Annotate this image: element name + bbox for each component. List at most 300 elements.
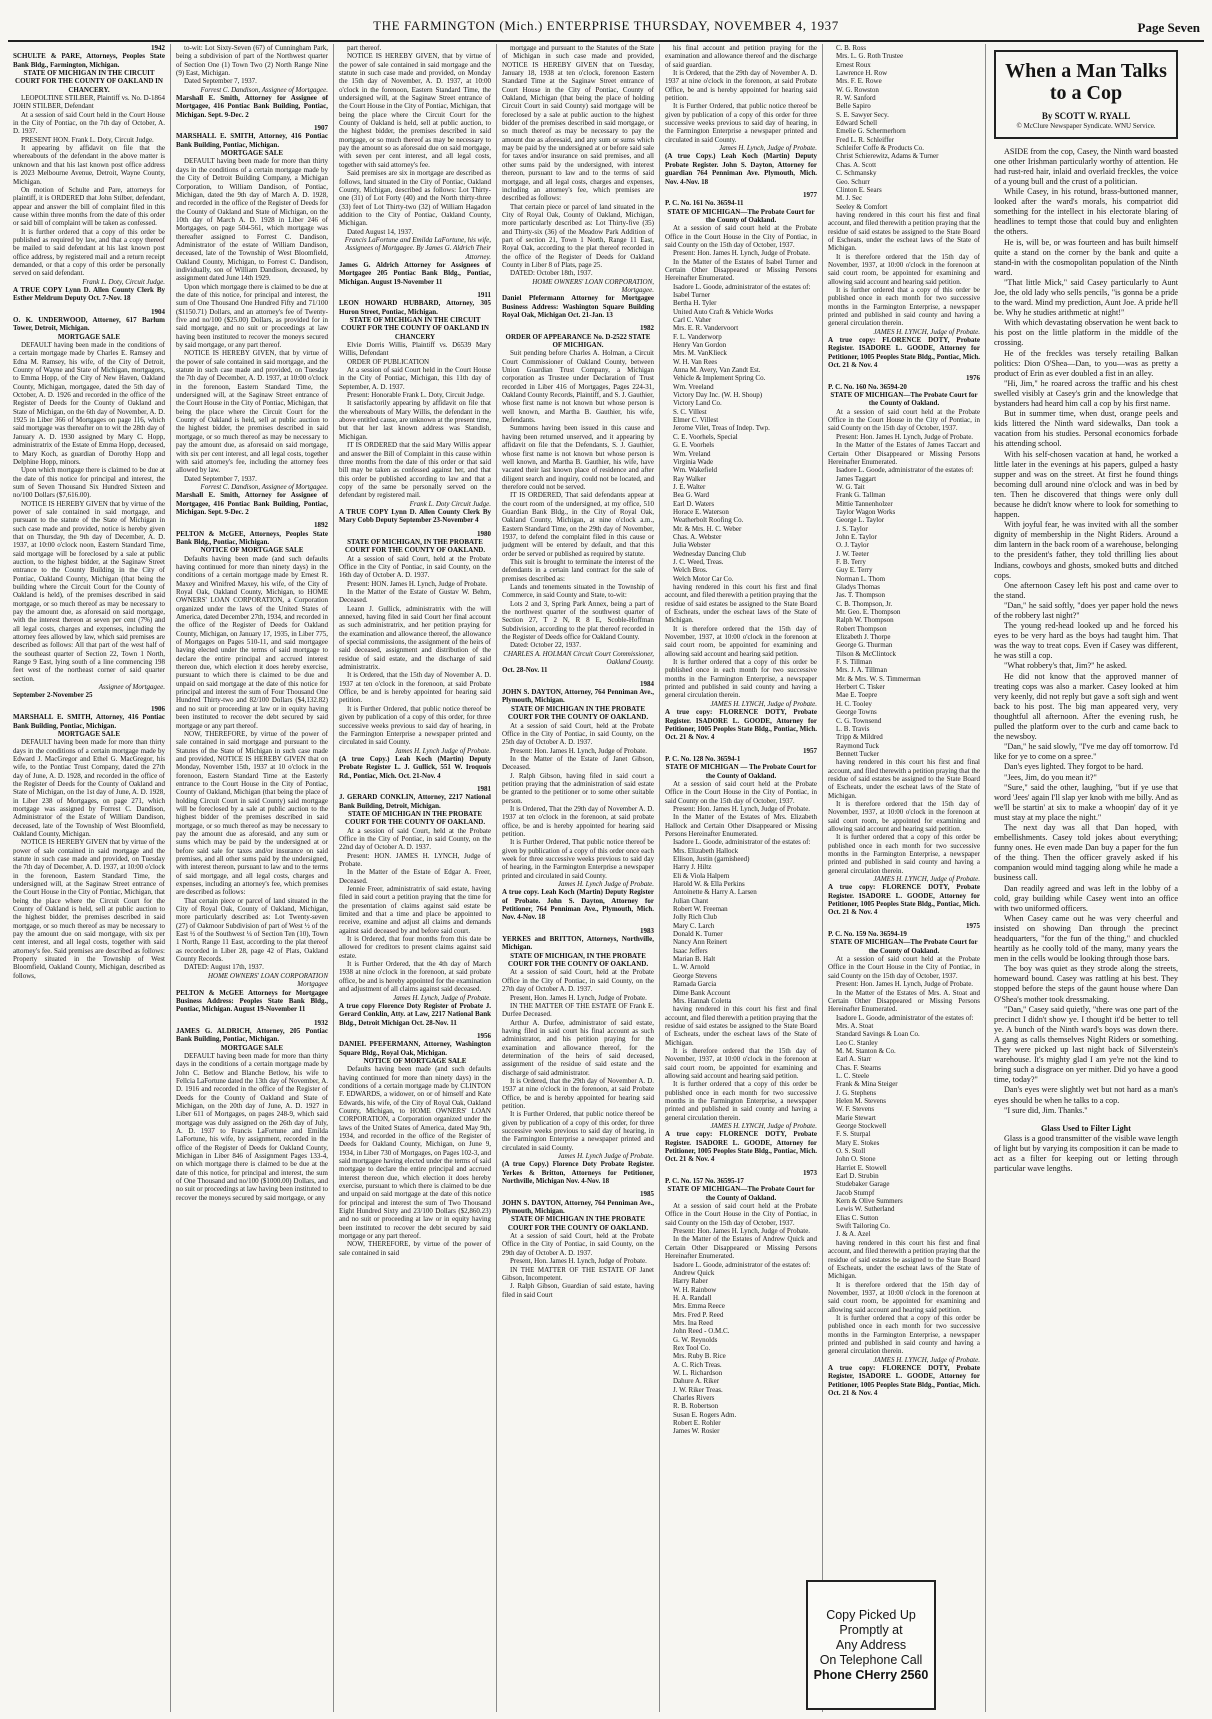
notice-body xyxy=(502,968,654,1152)
notice-paragraph: George G. Thurman xyxy=(836,641,893,650)
notice-paragraph: It is Ordered, that four months from this date be allowed for creditors to present claims against said estate. xyxy=(339,935,491,960)
feature-column xyxy=(986,44,1186,1712)
notice-paragraph: Gladys Thomas xyxy=(836,583,881,591)
notice-heading: STATE OF MICHIGAN—The Probate Court for the County of Oakland. xyxy=(667,207,815,224)
notice-paragraph: Mrs. Ina Reed xyxy=(673,1318,713,1327)
notice-paragraph: At a session of said Court, held at the Probate Office in the City of Pontiac, in said County, on the 16th day of October A. D. 1937. xyxy=(339,554,491,580)
notice-paragraph: IN THE MATTER OF THE ESTATE OF Frank E. Durfee Deceased. xyxy=(502,1001,654,1019)
legal-notice xyxy=(13,705,165,980)
notice-body xyxy=(828,955,980,1356)
ad-line: Phone CHerry 2560 xyxy=(813,1667,929,1682)
notice-paragraph: Defaults having been made (and such defaults having continued for more than ninety days) in the conditions of a certain mortgage made by Ernest R. Maxey and Winifred Maxey, his wife, of the City of Royal Oak, Oakland County, Michigan, to HOME OWNERS' LOAN CORPORATION, a Corporation organized under the laws of the United States of America, dated December 27th, 1934, and recorded in the office of the Register of Deeds for Oakland County, Michigan, on January 17, 1935, in Liber 775, of Mortgages on Pages 510-11, and said mortgagee having elected under the terms of said mortgage to declare the entire principal and accrued interest thereon due, which election it does hereby exercise, pursuant to which there is claimed to be due and unpaid on said mortgage at the date of this notice for principal and interest the sum of Four Thousand One Hundred Thirty-two and 82/100 Dollars ($4,132.82) and no suit or proceeding at law or in equity having been instituted to recover the debt secured by said mortgage or any part thereof. xyxy=(176,554,328,730)
notice-heading: MORTGAGE SALE xyxy=(220,1043,284,1052)
notice-paragraph: John E. Taylor xyxy=(836,532,877,541)
legal-notice xyxy=(176,521,328,1013)
notice-paragraph: At a session of said court held at the Probate Office in the Court House in the City of Pontiac, in said County on the 15th day of October, 1937. xyxy=(828,407,980,433)
story-paragraph: He is, will be, or was fourteen and has built himself quite a stand on the corner by the bank and quite a stand-in with the cosmopolitan population of the Ninth ward. xyxy=(994,237,1178,277)
notice-paragraph: Mr. & Mrs. H. C. Weber xyxy=(673,524,742,533)
story-paragraph: "That little Mick," said Casey particularly to Aunt Joe, the old lady who sells pencils, "is gonna be a pride to the ward. Mind my prediction, Aunt Joe. A pride he'll be. Why he studies arithmetic at night!" xyxy=(994,277,1178,318)
notice-paragraph: Earl D. Strubin xyxy=(836,1172,879,1181)
story-paragraph: "Hi, Jim," he roared across the traffic and his chest swelled visibly at Casey's grin and the knowledge that bystanders had heard him call a cop by his first name. xyxy=(994,378,1178,409)
notice-dates: PELTON & McGEE Attorneys for Mortgagee Business Address: Peoples State Bank Bldg., Pontiac, Michigan. August 19-November 11 xyxy=(176,988,328,1014)
notice-signature: JAMES H. LYNCH, Judge of Probate. xyxy=(710,1122,817,1130)
notice-paragraph: Frank & Mina Steiger xyxy=(836,1080,898,1089)
notice-paragraph: Summons having been issued in this cause and having been returned unserved, and it appearing by affidavit on file that the Defendants, S. J. Gauthier, whose first name is not known but whose person is well known, and Martha B. Gauthier, his wife, have vacated their last known place of residence and after diligent search and inquiry, could not be located, and therefore could not be served. xyxy=(502,424,654,491)
story-paragraph: With which devastating observation he went back to his post on the little platform in the middle of the crossing. xyxy=(994,318,1178,348)
story-paragraph: Dan readily agreed and was left in the lobby of a cold, gray building while Casey went into an office with two uniformed officers. xyxy=(994,883,1178,913)
notice-dates: September 2-November 25 xyxy=(13,691,93,700)
notice-paragraph: Wm. Vreland xyxy=(673,449,711,458)
story-paragraph: While Casey, in his rotund, brass-buttoned manner, looked after the ward's morals, his compatriot did something for the intellect in his electorate blaring of headlines to tempt those that could buy and enlighten the others. xyxy=(994,187,1178,237)
legal-notice xyxy=(176,1019,328,1203)
notice-paragraph: Ray Walker xyxy=(673,474,706,483)
notice-attorney: P. C. No. 160 No. 36594-20 xyxy=(828,382,907,391)
notice-paragraph: Present, Hon. James H. Lynch, Judge of Probate. xyxy=(510,993,647,1002)
notice-paragraph: At a session of said court held at the Probate Office in the Court House in the City of Pontiac, in said County on the 15th day of October, 1937. xyxy=(665,224,817,249)
notice-attorney: JAMES G. ALDRICH, Attorney, 205 Pontiac Bank Building, Pontiac, Michigan. xyxy=(176,1026,328,1044)
notice-paragraph: Raymond Tuck xyxy=(836,741,879,750)
legal-notice xyxy=(13,44,165,303)
notice-paragraph: Andrew Quick xyxy=(673,1268,715,1277)
notice-heading: STATE OF MICHIGAN, IN THE PROBATE COURT FOR THE COUNTY OF OAKLAND. xyxy=(344,537,486,555)
notice-paragraph: Leo C. Stanley xyxy=(836,1038,878,1047)
notice-dates: A true copy Florence Doty Register of Probate J. Gerard Conklin, Atty. at Law, 2217 National Bank Bldg., Detroit Michigan Oct. 28-Nov. 11 xyxy=(339,1001,491,1027)
notice-paragraph: Isadore L. Goode, administrator of the estates of: xyxy=(673,838,811,847)
notice-paragraph: Elmer C. Villest xyxy=(673,416,719,425)
notice-paragraph: In the Matter of the Estates of Isabel Turner and Certain Other Disappeared or Missing Persons Hereinafter Enumerated. xyxy=(665,257,817,283)
notice-paragraph: Jas. T. Thompson xyxy=(836,591,886,600)
notice-paragraph: Taylor Wagon Works xyxy=(836,507,896,516)
ad-line: Any Address xyxy=(835,1637,907,1652)
notice-dates: A true copy: FLORENCE DOTY, Probate Register. ISADORE L. GOODE, Attorney for Petitioner, 1005 Peoples State Bldg., Pontiac, Mich. Oct. 21 & Nov. 4 xyxy=(828,883,980,917)
notice-attorney: P. C. No. 157 No. 36595-17 xyxy=(665,1177,744,1186)
notice-paragraph: It is therefore ordered that the 15th day of November, 1937, at 10:00 o'clock in the forenoon at said court room, be appointed for examining and allowing said account and hearing said petition. xyxy=(828,799,980,833)
notice-paragraph: Tilson & McClintock xyxy=(836,649,897,658)
notice-paragraph: Mrs. M. VanKlieck xyxy=(673,349,727,358)
notice-signature: James H. Lynch Judge of Probate. xyxy=(557,1152,654,1161)
notice-dates: Oct. 28-Nov. 11 xyxy=(502,666,548,675)
notice-paragraph: It is Ordered, that the 29th day of November A. D. 1937 at nine o'clock in the forenoon, at said Probate Office, be and is hereby appointed for hearing said petition. xyxy=(665,69,817,103)
notice-paragraph: Present: Hon. James H. Lynch, Judge of Probate. xyxy=(673,804,811,813)
story-paragraph: "What robbery's that, Jim?" he asked. xyxy=(1004,661,1127,671)
notice-signature: Frank L. Doty, Circuit Judge. xyxy=(82,277,165,286)
notice-paragraph: Said premises are six in mortgage are described as follows, land situated in the City of Pontiac, Oakland County, Michigan, described as follows: Lot Thirty-one (31) of Lot Forty (40) and the North thirty-three (33) feet of Lot Thirty-two (32) of William Hagadon addition to the City of Pontiac, Oakland County, Michigan. xyxy=(339,169,491,228)
story-paragraph: But in summer time, when dust, orange peels and kids littered the Ninth ward sidewalks, Dan took a vacation from his studies. Personal economics forbade his attending school. xyxy=(994,409,1178,449)
notice-paragraph: Victory Land Co. xyxy=(673,399,722,408)
notice-paragraph: Present: Honorable Frank L. Doty, Circuit Judge. xyxy=(347,391,485,400)
notice-paragraph: W. G. Tait xyxy=(836,482,865,491)
notice-paragraph: Carl C. Vaher xyxy=(673,316,712,324)
notice-paragraph: Studebaker Garage xyxy=(836,1180,890,1189)
notice-paragraph: At a session of said Court held in the Court House in the City of Pontiac, Michigan, this 11th day of September, A. D. 1937. xyxy=(339,366,491,391)
notice-paragraph: It is Further Ordered, that the 4th day of March 1938 at nine o'clock in the forenoon, at said probate office, be and is hereby appointed for the examination and adjustment of all claims against said deceased. xyxy=(339,960,491,994)
column-2 xyxy=(171,44,334,1712)
notice-paragraph: J. E. Walter xyxy=(673,482,706,491)
notice-paragraph: Guy E. Terry xyxy=(836,566,873,575)
notice-body xyxy=(339,341,491,500)
notice-paragraph: George L. Taylor xyxy=(836,516,885,525)
legal-notice xyxy=(339,530,491,780)
notice-paragraph: Lawrence H. Row xyxy=(836,69,888,78)
notice-paragraph: Mrs. Ruby B. Rice xyxy=(673,1352,726,1361)
notice-paragraph: W. L. Richardson xyxy=(673,1368,723,1377)
notice-number: 1932 xyxy=(314,1018,328,1027)
notice-paragraph: Ellison, Justin (garnisheed) xyxy=(673,855,750,863)
notice-paragraph: Fred L. R. Schleiffer xyxy=(836,135,894,144)
notice-paragraph: C. B. Thompson, Jr. xyxy=(836,599,893,608)
notice-paragraph: It is Further Ordered, that public notice thereof be given by publication of a copy of this order, for three successive weeks previous to said day of hearing, in the Farmington Enterprise a newspaper printed and circulated in said County. xyxy=(339,704,491,747)
legal-notice xyxy=(13,308,165,700)
notice-paragraph: Welch Bros. xyxy=(673,566,708,575)
notice-paragraph: W. H. Van Rees xyxy=(673,357,718,366)
notice-paragraph: It is Ordered, that the 29th day of November A. D. 1937 at nine o'clock in the forenoon, at said Probate Office, be and is hereby appointed for hearing said petition. xyxy=(502,1076,654,1110)
notice-paragraph: Tripp & Mildred xyxy=(836,733,883,742)
notice-heading: MORTGAGE SALE xyxy=(220,149,284,158)
notice-paragraph: This suit is brought to terminate the interest of the defendants in a certain land contract for the sale of premises described as: xyxy=(502,557,654,583)
story-paragraph: When Casey came out he was very cheerful and insisted on showing Dan through the precinct headquarters, "for the fun of the thing," and chuckled heartily as he coolly told of the many, many years the men in the cells would be looking through those bars. xyxy=(994,913,1178,964)
notice-paragraph: John O. Stone xyxy=(836,1155,876,1164)
legal-notice xyxy=(339,785,491,1027)
footnote-text: Glass is a good transmitter of the visible wave length of light but by varying its composition it can be made to act as a filter for keeping out or letting through particular wave lengths. xyxy=(994,1133,1178,1174)
notice-paragraph: Present: HON. JAMES H. LYNCH, Judge of Probate. xyxy=(339,851,491,868)
notice-paragraph: Mr. & Mrs. W. S. Timmerman xyxy=(836,674,921,683)
legal-notice xyxy=(665,191,817,742)
notice-paragraph: Ernest Roux xyxy=(836,60,871,69)
notice-paragraph: NOTICE IS HEREBY GIVEN that by virtue of the power of sale contained in said mortgage and the statute in such case made and provided, on Tuesday the 7th day of December, A. D. 1937, at 10:00 o'clock in the forenoon, Eastern Standard Time, the undersigned will, at the Saginaw Street entrance of the Court House in the City of Pontiac, Michigan, that being the place where the Circuit Court for the County of Oakland is held, sell at public auction to the highest bidder, the premises described in said mortgage, or so much thereof as may be necessary to pay the amount due on said mortgage, with six per cent interest, and all legal costs, together with said attorney's fee. Said premises are described as follows: Property situated in the Township of West Bloomfield, Oakland County, Michigan, described as follows, xyxy=(13,838,165,980)
notice-dates: James G. Aldrich Attorney for Assignees of Mortgagee 205 Pontiac Bank Bldg., Pontiac, Michigan. August 19-November 11 xyxy=(339,260,491,286)
notice-paragraph: Lands and tenements situated in the Township of Commerce, in said County and State, to-wit: xyxy=(502,583,654,600)
notice-paragraph: Henry Van Gordon xyxy=(673,341,727,350)
notice-paragraph: DATED: August 17th, 1937. xyxy=(184,963,264,972)
story-byline: By SCOTT W. RYALL xyxy=(1041,111,1131,121)
notice-paragraph: NOTICE IS HEREBY GIVEN, that by virtue of the power of sale contained in said mortgage and the statute in such case made and provided, on Monday the 15th day of November, A. D. 1937, at 10:00 o'clock in the forenoon, Eastern Standard Time, the undersigned will, at the Saginaw Street entrance of the Court House in the City of Pontiac, Michigan, that being the place where the Circuit Court for the County of Oakland is held, sell at public auction, to the highest bidder, the premises described in said mortgage, or so much thereof as may be necessary to pay the amount so as aforesaid due on said mortgage, with seven per cent interest, and all legal costs, together with said attorney's fee. xyxy=(339,52,491,169)
notice-paragraph: Chas. A. Scott xyxy=(836,160,877,169)
story-footnote xyxy=(994,1124,1178,1174)
legal-notice xyxy=(502,680,654,922)
notice-paragraph: Present, Hon. James H. Lynch, Judge of Probate. xyxy=(510,1257,647,1266)
legal-notice xyxy=(339,44,491,286)
notice-attorney: SCHULTE & PARE, Attorneys, Peoples State Bank Bldg., Farmington, Michigan. xyxy=(13,52,165,69)
story-paragraph: ASIDE from the cop, Casey, the Ninth ward boasted one other Irishman particularly worthy of attention. He had rust-red hair, inlaid and overlaid freckles, the voice of a young bull and the crust of a politician. xyxy=(994,146,1178,186)
footnote-title: Glass Used to Filter Light xyxy=(1041,1123,1131,1133)
notice-paragraph: It is further ordered that a copy of this order be published once in each month for two successive months in the Farmington Enterprise, a newspaper printed and published in said county and having a general circulation therein. xyxy=(828,1313,980,1356)
notice-paragraph: A. C. Rich Treas. xyxy=(673,1360,722,1369)
notice-paragraph: Welch Motor Car Co. xyxy=(673,574,734,583)
notice-heading: MORTGAGE SALE xyxy=(57,332,121,341)
notice-paragraph: Kern & Olive Summers xyxy=(836,1197,903,1206)
notice-paragraph: IN THE MATTER OF THE ESTATE OF Janet Gibson, Incompetent. xyxy=(502,1265,654,1282)
notice-paragraph: At a session of said court held at the Probate Office in the Court House in the City of Pontiac, in said County on the 15th day of October, 1937. xyxy=(665,779,817,805)
notice-paragraph: NOTICE IS HEREBY GIVEN, that by virtue of the power of sale contained in said mortgage, and the statute in such case made and provided, on Tuesday the 7th day of December, A. D. 1937, at 10:00 o'clock in the forenoon, Eastern Standard Time, the undersigned will, at the Saginaw Street entrance of the Court House in the City of Pontiac, Michigan, that being the place where the Circuit Court for the County of Oakland is held, sell at public auction to the highest bidder, the premises described in said mortgage, or so much thereof as may be necessary to pay the amount due, as aforesaid on said mortgage, with six per cent interest, and all legal costs, together with said attorney's fee, including the attorney fees allowed by law. xyxy=(176,349,328,475)
notice-paragraph: LEOPOLTINE STILBER, Plaintiff vs. No. D-1864 JOHN STILBER, Defendant xyxy=(13,94,165,111)
legal-notice xyxy=(502,324,654,674)
notice-heading: NOTICE OF MORTGAGE SALE xyxy=(363,1056,467,1065)
notice-attorney: P. C. No. 161 No. 36594-11 xyxy=(665,199,744,208)
notice-attorney: J. GERARD CONKLIN, Attorney, 2217 National Bank Building, Detroit, Michigan. xyxy=(339,793,491,810)
notice-paragraph: Arthur A. Durfee, administrator of said estate, having filed in said court his final account as such administrator, and his petition praying for the examination and allowance thereof, for the determination of the heirs of said deceased, assignment of the residue of said estate and the discharge of said administrator. xyxy=(502,1018,654,1077)
notice-paragraph: having rendered in this court his first and final account, and filed therewith a petition praying that the residue of said estates be assigned to the State Board of Escheats, under the escheat laws of the State of Michigan. xyxy=(828,758,980,800)
notice-paragraph: Present: Hon. James H. Lynch, Judge of Probate. xyxy=(673,249,811,258)
notice-paragraph: L. W. Arnold xyxy=(673,963,710,972)
notice-paragraph: Rex Tool Co. xyxy=(673,1343,711,1352)
notice-paragraph: Mrs. E. R. Vandervoort xyxy=(673,324,739,333)
notice-paragraph: At a session of said court held at the Probate Office in the Court House in the City of Pontiac, in said County on the 15th day of October, 1937. xyxy=(665,1202,817,1227)
notice-paragraph: On motion of Schulte and Pare, attorneys for plaintiff, it is ORDERED that John Stilber, defendant, appear and answer the bill of complaint filed in this cause within three months from the date of this order or said bill of complaint will be taken as confessed. xyxy=(13,185,165,228)
notice-dates: A true copy. Leah Koch (Martin) Deputy Register of Probate. John S. Dayton, Attorney for Petitioner, 764 Penniman Ave., Plymouth, Mich. Nov. 4-Nov. 18 xyxy=(502,888,654,922)
notice-attorney: LEON HOWARD HUBBARD, Attorney, 305 Huron Street, Pontiac, Michigan. xyxy=(339,299,491,316)
notice-paragraph: Robert Thompson xyxy=(836,624,887,633)
story-paragraph: "Dan," he said slowly, "I've me day off tomorrow. I'd like for ye to come on a spree." xyxy=(994,742,1178,762)
notice-paragraph: Present: HON. James H. Lynch, Judge of Probate. xyxy=(347,579,488,588)
notice-signature: Forrest C. Dandison, Assignee of Mortgagee. xyxy=(200,85,328,94)
notice-paragraph: Swift Tailoring Co. xyxy=(836,1222,891,1231)
notice-paragraph: Frank G. Tallman xyxy=(836,491,886,500)
notice-paragraph: Mae E. Toepre xyxy=(836,691,878,700)
notice-signature: HOME OWNERS' LOAN CORPORATION, Mortgagee. xyxy=(532,277,654,294)
legal-notice xyxy=(176,124,328,516)
notice-paragraph: F. S. Sturpal xyxy=(836,1130,871,1139)
notice-signature: Assignee of Mortgagee. xyxy=(98,683,165,692)
notice-paragraph: It is therefore ordered that the 15th day of November, 1937, at 10:00 o'clock in the forenoon at said court room, be appointed for examining and allowing said account and hearing said petition. xyxy=(665,624,817,658)
notice-paragraph: Lewis W. Sutherland xyxy=(836,1205,895,1214)
notice-attorney: P. C. No. 159 No. 36594-19 xyxy=(828,930,907,939)
notice-paragraph: Isadore L. Goode, administrator of the estates of: xyxy=(836,466,974,475)
notice-number: 1977 xyxy=(803,190,817,199)
notice-paragraph: J. W. Riker Treas. xyxy=(673,1385,723,1394)
notice-number: 1892 xyxy=(314,521,328,530)
ad-line: On Telephone Call xyxy=(819,1652,923,1667)
notice-paragraph: Weatherbolt Roofing Co. xyxy=(673,516,744,525)
notice-paragraph: Lots 2 and 3, Spring Park Annex, being a part of the northwest quarter of the southwest quarter of Section 27, T 2 N, R 8 E, Scoble-Hoffman Subdivision, according to the plat thereof recorded in the Register of Deeds office for Oakland County. xyxy=(502,599,654,642)
notice-body xyxy=(828,44,980,328)
notice-number: 1975 xyxy=(966,921,980,930)
story-paragraph: "Dan," Casey said quietly, "there was one part of the precinct I didn't show ye. I thought it'd be better to tell ye. A bunch of the Ninth ward's boys was down there. A gang as calls themselves Night Riders or something. They were picked up last night back of Silverstein's warehouse. It's mighty glad I am ye're not the kind to bring such a disgrace on yer mither. Did yo have a good time, today?" xyxy=(994,1004,1178,1085)
legal-notice xyxy=(339,1032,491,1257)
notice-paragraph: Wm. Vreeland xyxy=(673,382,714,391)
notice-paragraph: H. A. Randall xyxy=(673,1293,712,1302)
notice-paragraph: Standard Savings & Loan Co. xyxy=(836,1030,920,1039)
notice-number: 1984 xyxy=(640,679,654,688)
legal-notice xyxy=(339,291,491,525)
notice-paragraph: Virginia Wade xyxy=(673,457,714,466)
notice-heading: STATE OF MICHIGAN IN THE CIRCUIT COURT FOR THE COUNTY OF OAKLAND IN CHANCERY. xyxy=(15,69,163,94)
notice-paragraph: Bea G. Ward xyxy=(673,491,710,500)
notice-dates: (A true Copy.) Leah Koch (Martin) Deputy Probate Register. John S. Dayton, Attorney for guardian 764 Penniman Ave. Plymouth, Mich. Nov. 4-Nov. 18 xyxy=(665,152,817,186)
legal-notice xyxy=(665,1169,817,1436)
masthead xyxy=(8,6,1204,42)
notice-body xyxy=(502,349,654,649)
notice-paragraph: Dated September 7, 1937. xyxy=(184,77,257,86)
notice-paragraph: That certain piece or parcel of land situated in the City of Royal Oak, County of Oakland, Michigan, more particularly described as: Lot Thirty-five (35) and Thirty-six (36) of the Meadow Park Addition of part of section 21, Town 1 North, Range 11 East, Royal Oak, according to the plat thereof recorded in the office of the Register of Deeds for Oakland County in Liber 8 of Plats, page 25. xyxy=(502,202,654,269)
notice-heading: MORTGAGE SALE xyxy=(57,729,121,738)
notice-paragraph: M. M. Stanton & Co. xyxy=(836,1046,896,1055)
notice-signature: CHARLES A. HOLMAN Circuit Court Commissioner, Oakland County. xyxy=(503,649,654,667)
notice-paragraph: NOTICE IS HEREBY GIVEN that by virtue of the power of sale contained in said mortgage, and pursuant to the statute of the State of Michigan in such case made and provided, notice is hereby given that on Thursday, the 9th day of December, A. D. 1937, at 10:00 o'clock noon, Eastern Standard Time, said mortgage will be foreclosed by a sale at public auction, to the highest bidder, at the Saginaw Street entrance to the County Building in the City of Pontiac, Oakland County, Michigan (that being the building where the Circuit Court for the County of Oakland is held), of the premises described in said mortgage, or so much thereof as may be necessary to pay the amount due, as aforesaid on said mortgage, with the interest thereon at seven per cent (7%) and all legal costs, charges and expenses, including the attorney fees allowed by law, which said premises are described as follows: All that part of the west half of the southeast quarter of Section 22, Town 1 North, Range 9 East, lying south of a line commencing 198 feet west of the northeast corner of said quarter section. xyxy=(13,499,165,683)
notice-paragraph: Chas. F. Stearns xyxy=(836,1063,881,1072)
notice-paragraph: W. H. Rainbow xyxy=(673,1285,717,1294)
notice-paragraph: Eli & Viola Halpern xyxy=(673,871,730,880)
notice-paragraph: Belle Sapiro xyxy=(836,102,871,111)
notice-paragraph: At a session of said Court, held at the Probate Office in the City of Pontiac, in said County, on the 22nd day of October A. D. 1937. xyxy=(339,826,491,852)
column-4 xyxy=(497,44,660,1712)
notice-attorney: JOHN S. DAYTON, Attorney, 764 Penniman Ave., Plymouth, Michigan. xyxy=(502,1198,654,1216)
story-paragraph: He did not know that the approved manner of treating cops was also a marker. Casey looked at him very keenly, did not reply but gave a soft sigh and went back to his post. The big man appeared very, very thoughtful all afternoon. After the evening rush, he pulled the platform over to the curb and came back to the newsboy. xyxy=(994,671,1178,742)
notice-paragraph: W. G. Rowston xyxy=(836,85,879,94)
notice-paragraph: S. C. Villest xyxy=(673,407,707,416)
notice-paragraph: Suit pending before Charles A. Holman, a Circuit Court Commissioner of Oakland County, between Union Guardian Trust Company, a Michigan corporation as Trustee under Declaration of Trust recorded in Liber 416 of Mortgages, Pages 224-31, Oakland County Records, Plaintiff, and S. J. Gauthier, whose first name is not known but whose person is well known, and Martha B. Gauthier, his wife, Defendants. xyxy=(502,349,655,425)
notice-paragraph: IT IS ORDERED that the said Mary Willis appear and answer the Bill of Complaint in this cause within three months from the date of this order or that said bill may be taken as confessed against her, and that this order be published according to law and that a copy of the same be personally served on the defendant by registered mail. xyxy=(339,441,491,500)
notice-paragraph: In the Matter of the Estates of Andrew Quick and Certain Other Disappeared or Missing Persons Hereinafter Enumerated. xyxy=(665,1235,817,1261)
notice-paragraph: In the Matter of the Estate of Edgar A. Freer, Deceased. xyxy=(339,868,491,885)
notice-paragraph: Mary E. Stokes xyxy=(836,1138,880,1147)
notice-paragraph: Anna M. Avery, Van Zandt Est. xyxy=(673,366,761,375)
notice-paragraph: Ramada Garcia xyxy=(673,980,717,989)
notice-paragraph: Bennett Tucker xyxy=(836,749,879,758)
notice-paragraph: In the Matter of the Estates of Mrs. Elizabeth Hallock and Certain Other Disappeared or Missing Persons Hereinafter Enumerated. xyxy=(665,813,817,838)
notice-paragraph: DATED: October 18th, 1937. xyxy=(510,269,593,278)
story-paragraph: With his self-chosen vacation at hand, he worked a little later in the evenings at his papers, gulped a hasty supper and was on the street. At first he found things becoming dull around nine o'clock and was in bed by ten. Then he discovered that things were only dull because he didn't know where to look for something to happen. xyxy=(994,449,1178,520)
notice-paragraph: It is further ordered that a copy of this order be published once in each month for two successive months in the Farmington Enterprise, a newspaper printed and published in said county and having a general circulation therein. xyxy=(828,285,980,328)
notice-attorney: JOHN S. DAYTON, Attorney, 764 Penniman Ave., Plymouth, Michigan. xyxy=(502,688,654,705)
notice-paragraph: having rendered in this court his first and final account, and filed therewith a petition praying that the residue of said estates be assigned to the State Board of Escheats, under the escheat laws of the State of Michigan. xyxy=(828,210,980,253)
notice-body xyxy=(828,408,980,875)
notice-paragraph: It is therefore ordered that the 15th day of November, 1937, at 10:00 o'clock in the forenoon at said court room, be appointed for examining and allowing said account and hearing said petition. xyxy=(828,252,980,286)
notice-paragraph: Leann J. Gullick, administratrix with the will annexed, having filed in said Court her final account as such administratrix, and her petition praying for the examination and allowance thereof, the allowance of special commissions, the assignment of the heirs of said deceased, assignment and distribution of the residue of said estate, and the discharge of said administratrix. xyxy=(339,604,491,672)
story-credit: © McClure Newspaper Syndicate. WNU Service. xyxy=(1016,122,1156,131)
notice-paragraph: having rendered in this court his first and final account, and filed therewith a petition praying that the residue of said estates be assigned to the State Board of Escheats, under the escheat laws of the State of Michigan. xyxy=(665,583,817,625)
notice-body xyxy=(502,722,654,881)
notice-paragraph: George Towns xyxy=(836,708,877,717)
notice-paragraph: Isabel Turner xyxy=(673,290,711,299)
notice-number: 1957 xyxy=(803,746,817,755)
notice-paragraph: Isaac Jeffers xyxy=(673,946,708,955)
notice-paragraph: In the Matter of the Estates of Mrs. A. Stoat and Certain Other Disappeared or Missing Persons Hereinafter Enumerated. xyxy=(828,988,980,1014)
notice-body xyxy=(13,341,165,683)
notice-paragraph: Robert W. Freeman xyxy=(673,905,728,914)
notice-paragraph: J. G. Stephens xyxy=(836,1088,877,1097)
notice-body xyxy=(665,224,817,700)
notice-paragraph: Victory Day Inc. (W. H. Shoup) xyxy=(673,391,763,400)
notice-paragraph: John Reed - O.M.C. xyxy=(673,1327,730,1336)
notice-paragraph: Present: Hon. James H. Lynch, Judge of Probate. xyxy=(510,746,648,755)
notice-paragraph: DEFAULT having been made for more than thirty days in the conditions of a certain mortgage made by John C. Betlow and Blanche Betlow, his wife to Fellcia LaFortune dated the 13th day of November, A. D. 1916 and recorded in the office of the Register of Deeds for the County of Oakland and State of Michigan, on the 20th day of June, A. D. 1927 in Liber 611 of Mortgages, on pages 248-9, which said mortgage was duly assigned on the 26th day of July, A. D. 1937 to Francis LaFortune and Emilda LaFortune, his wife, by assignment, recorded in the office of the Register of Deeds for Oakland County, Michigan in Liber 846 of Assignment Pages 133-4, on which mortgage there is claimed to be due at the date of this notice, for principal and interest, the sum of One Thousand and no/100 ($1000.00) Dollars, and no suit or proceedings at law having been instituted to recover the moneys secured by said mortgage, or any xyxy=(176,1051,328,1202)
story-body xyxy=(994,147,1178,1174)
notice-paragraph: part thereof. xyxy=(347,44,382,52)
notice-body xyxy=(665,44,817,144)
page-number: Page Seven xyxy=(1137,20,1200,35)
notice-paragraph: Present: Hon. James H. Lynch, Judge of Probate. xyxy=(836,980,974,989)
column-3 xyxy=(334,44,497,1712)
notice-number: 1981 xyxy=(477,784,491,793)
notice-paragraph: C. E. Voorhels, Special xyxy=(673,432,738,441)
notice-paragraph: Upon which mortgage there is claimed to be due at the date of this notice, for principal and interest, the sum of One Thousand One Hundred Fifty and 71/100 ($1150.71) Dollars, and an attorney's fee of Twenty-five and no/100 ($25.00) Dollars, as provided for in said mortgage, and no suit or proceedings at law having been instituted to recover the moneys secured by said mortgage, or any part thereof. xyxy=(176,282,328,350)
notice-paragraph: H. C. Tooley xyxy=(836,699,872,708)
notice-paragraph: Dated September 7, 1937. xyxy=(184,474,257,483)
notice-paragraph: Harry J. Hiltz xyxy=(673,863,712,872)
notice-number: 1904 xyxy=(151,307,165,316)
notice-body xyxy=(13,738,165,980)
notice-paragraph: Wm. Wakefield xyxy=(673,466,718,475)
notice-dates: (A true Copy.) Leah Koch (Martin) Deputy Probate Register L. J. Gullick, 551 W. Iroquois Rd., Pontiac, Mich. Oct. 21-Nov. 4 xyxy=(339,754,491,780)
notice-paragraph: J. Ralph Gibson, having filed in said court a petition praying that the administration of said estate be granted to the petitioner or to some other suitable person. xyxy=(502,771,654,805)
notice-paragraph: Defaults having been made (and such defaults having continued for more than ninety days) in the conditions of a certain mortgage made by CLINTON F. EDWARDS, a widower, on or of himself and Kate Edwards, his wife, of the City of Royal Oak, Oakland County, Michigan, to HOME OWNERS' LOAN CORPORATION, a Corporation organized under the laws of the United States of America, dated May 9th, 1934, and recorded in the office of the Register of Deeds for Oakland County, Michigan, on June 9, 1934, in Liber 730 of Mortgages, on Pages 102-3, and said mortgagee having elected under the terms of said mortgage to declare the entire principal and accrued interest thereon due, which election it does hereby exercise, pursuant to which there is claimed to be due and unpaid on said mortgage at the date of this notice for principal and interest the sum of Two Thousand Eight Hundred Sixty and 23/100 Dollars ($2,860.23) and no suit or proceeding at law or in equity having been instituted to recover the debt secured by said mortgage or any part thereof. xyxy=(339,1065,491,1241)
notice-paragraph: Charles Rivers xyxy=(673,1394,715,1402)
notice-paragraph: It appearing by affidavit on file that the whereabouts of the defendant in the above matter is unknown and that his last known post office address is 2023 Melbourne Avenue, Detroit, Wayne County, Michigan. xyxy=(13,144,165,186)
story-paragraph: Dan's eyes were slightly wet but not hard as a man's eyes should be when he talks to a cop. xyxy=(994,1085,1178,1105)
notice-paragraph: Marian B. Halt xyxy=(673,955,716,964)
notice-paragraph: mortgage and pursuant to the Statutes of the State of Michigan in such case made and provided, NOTICE IS HEREBY GIVEN that on Tuesday, January 18, 1938 at ten o'clock, forenoon Eastern Standard Time at the Saginaw Street entrance of Court House in the City of Pontiac, County of Oakland, Michigan (that being the place of holding Circuit Court in said County) said mortgage will be foreclosed by a sale at public auction to the highest bidder of the premises described in said mortgage, or so much thereof as may be necessary to pay the amount due as aforesaid, and any sum or sums which may be paid by the undersigned at or before said sale for taxes and/or insurance on said premises, and all other sums paid by the undersigned, with interest thereon, pursuant to law and to the terms of said mortgage, and all legal costs, charges and expenses, including an attorney's fee, which premises are described as follows: xyxy=(502,44,654,203)
notice-dates: Daniel Pfefermann Attorney for Mortgagee Business Address: Washington Square Building Royal Oak, Michigan Oct. 21-Jan. 13 xyxy=(502,294,654,319)
column-6 xyxy=(823,44,986,1712)
story-paragraph: "Sure," said the other, laughing, "but if ye use that word 'Jees' again I'll slap yer knob with me billy. And as we'll be startin' at six to make a whoopin' day of it ye must stay at my place the night." xyxy=(994,782,1178,822)
notice-paragraph: Antoinette & Harry A. Larsen xyxy=(673,888,757,897)
notice-paragraph: Present: Hon. James H. Lynch, Judge of Probate. xyxy=(836,432,974,441)
notice-number: 1980 xyxy=(477,529,491,538)
notice-paragraph: Christ Schierewitz, Adams & Turner xyxy=(836,152,939,161)
notice-paragraph: In the Matter of the Estates of James Taccart and Certain Other Disappeared or Missing Persons Hereinafter Enumerated. xyxy=(828,441,980,466)
notice-paragraph: Robert E. Rohler xyxy=(673,1419,721,1428)
story-box xyxy=(994,50,1178,139)
notice-paragraph: G. W. Reynolds xyxy=(673,1335,718,1344)
notice-paragraph: It is therefore ordered that the 15th day of November, 1937, at 10:00 o'clock in the forenoon at said court room, be appointed for examining and allowing said account and hearing said petition. xyxy=(665,1046,817,1080)
notice-paragraph: Geo. Schurr xyxy=(836,177,870,186)
newspaper-title: THE FARMINGTON (Mich.) ENTERPRISE THURSDAY, NOVEMBER 4, 1937 xyxy=(373,18,839,33)
notice-paragraph: R. B. Robertson xyxy=(673,1402,719,1411)
notice-dates: A true copy: FLORENCE DOTY, Probate Register, ISADORE L. GOODE, Attorney for Petitioner, 1005 Peoples State Bldg., Pontiac, Mich. Oct. 21 & Nov. 4 xyxy=(828,1363,980,1397)
notice-heading: STATE OF MICHIGAN—The Probate Court for the County of Oakland. xyxy=(830,938,978,955)
notice-paragraph: Julia Webster xyxy=(673,541,711,550)
notice-number: 1973 xyxy=(803,1168,817,1177)
notice-paragraph: C. Schmansky xyxy=(836,169,877,178)
notice-dates: (A true Copy.) Florence Doty Probate Register. Yerkes & Britton, Attorneys for Petitioner, Northville, Michigan Nov. 4-Nov. 18 xyxy=(502,1160,654,1186)
notice-signature: Forrest C. Dandison, Assignee of Mortgagee. xyxy=(200,482,328,491)
page-columns xyxy=(8,44,1204,1712)
notice-paragraph: W. F. Stevens xyxy=(836,1105,875,1114)
legal-notice xyxy=(502,44,654,319)
notice-attorney: MARSHALL E. SMITH, Attorney, 416 Pontiac Bank Building, Pontiac, Michigan. xyxy=(176,132,328,149)
notice-paragraph: It is further ordered that a copy of this order be published once in each month for two successive months in the Farmington Enterprise, a newspaper printed and published in said county and having a general circulation therein. xyxy=(828,833,980,875)
notice-heading: STATE OF MICHIGAN IN THE PROBATE COURT FOR THE COUNTY OF OAKLAND. xyxy=(507,1215,649,1232)
notice-heading: STATE OF MICHIGAN, IN THE PROBATE COURT FOR THE COUNTY OF OAKLAND. xyxy=(507,951,649,969)
notice-paragraph: It is Ordered, that the 15th day of November A. D. 1937 at ten o'clock in the forenoon, at said Probate Office, be and is hereby appointed for hearing said petition. xyxy=(339,671,491,705)
notice-paragraph: Elvie Dorris Willis, Plaintiff vs. D6539 Mary Willis, Defendant xyxy=(339,341,491,358)
notice-paragraph: Marie Stewart xyxy=(836,1113,876,1122)
notice-body xyxy=(176,555,328,972)
notice-paragraph: Donald K. Turner xyxy=(673,930,723,939)
notice-paragraph: F. S. Tillman xyxy=(836,658,873,667)
ad-line: Copy Picked Up xyxy=(826,1607,916,1622)
notice-paragraph: Isadore L. Goode, administrator of the estates of: xyxy=(673,1260,811,1269)
notice-paragraph: Jerome Vilet, Treas of Indep. Twp. xyxy=(673,424,770,433)
legal-notice xyxy=(502,927,654,1186)
notice-paragraph: G. E. Voorhels xyxy=(673,441,714,450)
notice-paragraph: Dahure A. Riker xyxy=(673,1377,720,1386)
notice-body xyxy=(176,44,328,86)
notice-paragraph: Isadore L. Goode, administrator of the estates of: xyxy=(836,1013,974,1022)
notice-paragraph: It is Ordered, That the 29th day of November A. D. 1937 at ten o'clock in the forenoon, at said probate office, be and is hereby appointed for hearing said petition. xyxy=(502,804,654,838)
notice-dates: Marshall E. Smith, Attorney for Assignee of Mortgagee, 416 Pontiac Bank Building, Pontiac, Michigan. Sept. 9-Dec. 2 xyxy=(176,94,328,119)
story-paragraph: The next day was all that Dan hoped, with embellishments. Casey told jokes about everything; funny ones. He even made Dan buy a paper for the fun of the thing. Then the officer gravely asked if his companion would mind tagging along while he made a business call. xyxy=(994,822,1178,883)
notice-paragraph: NOW, THEREFORE, by virtue of the power of sale contained in said xyxy=(339,1240,491,1257)
notice-paragraph: F. L. Vanderworp xyxy=(673,332,722,341)
notice-heading: NOTICE OF MORTGAGE SALE xyxy=(200,546,304,555)
notice-paragraph: NOW, THEREFORE, by virtue of the power of sale contained in said mortgage and pursuant to the Statutes of the State of Michigan in such case made and provided, NOTICE IS HEREBY GIVEN that on Monday, November 15th, 1937 at 10 o'clock in the forenoon, Eastern Standard Time at the Easterly entrance to the Court House in the City of Pontiac, County of Oakland, Michigan (that being the place of holding Circuit Court in said County) said mortgage will be foreclosed by a sale at public auction to the highest bidder of the premises described in said mortgage, or so much thereof as may be necessary to pay the amount due as aforesaid, and any sum or sums which may be paid by the undersigned at or before said sale for taxes and/or insurance on said premises, and all other sums paid by the undersigned, with interest thereon, pursuant to law and to the terms of said mortgage, and all legal costs, charges and expenses, including an attorney's fee, which premises are described as follows: xyxy=(176,729,328,897)
notice-paragraph: Mr. Geo. E. Thompson xyxy=(836,608,901,617)
notice-paragraph: It is Further Ordered, That public notice thereof be given by publication of a copy of this order once each week for three successive weeks previous to said day of hearing, in the Farmington Enterprise a newspaper printed and circulated in said County. xyxy=(502,838,654,880)
notice-paragraph: Earl D. Waters xyxy=(673,499,715,508)
notice-body xyxy=(339,555,491,747)
notice-body xyxy=(665,1202,817,1436)
